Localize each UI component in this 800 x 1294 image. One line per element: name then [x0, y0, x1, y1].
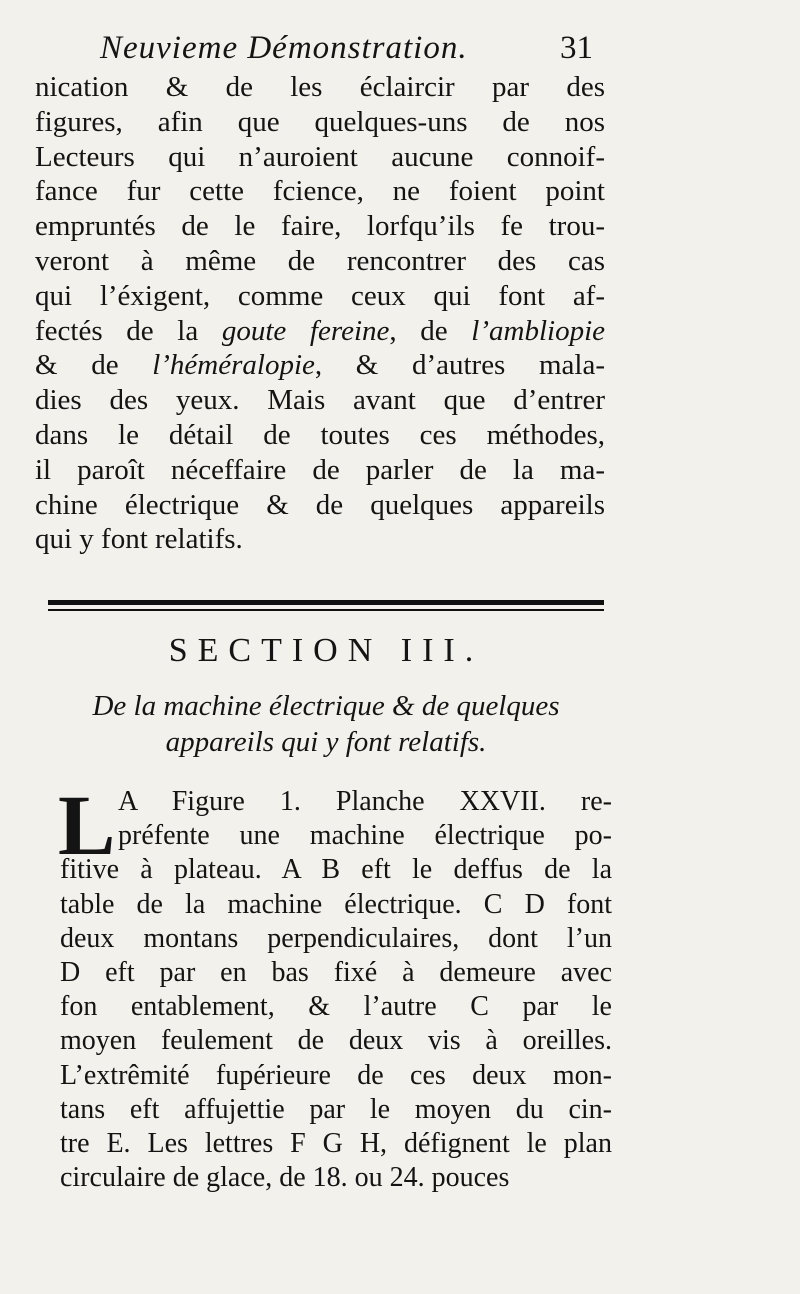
- running-head-title: Neuvieme Démonstration.: [100, 30, 468, 66]
- text-line: D eft par en bas fixé à demeure avec: [60, 956, 612, 988]
- italic-phrase: goute fereine: [221, 314, 390, 347]
- text-line: L’extrêmité fupérieure de ces deux mon-: [60, 1059, 612, 1091]
- text-line: chine électrique & de quelques appareils: [35, 488, 605, 521]
- section-subtitle: [48, 688, 604, 760]
- text-line: qui l’éxigent, comme ceux qui font af-: [35, 279, 605, 312]
- section-rule-top: [48, 600, 604, 605]
- text-line: fon entablement, & l’autre C par le: [60, 991, 612, 1023]
- text-line: figures, afin que quelques-uns de nos: [35, 105, 605, 138]
- section-heading: SECTION III.: [168, 632, 484, 669]
- section-subtitle-line-2: appareils qui y font relatifs.: [165, 726, 487, 758]
- text-line: qui y font relatifs.: [35, 523, 243, 556]
- drop-cap: L: [58, 777, 116, 873]
- text-line: dies des yeux. Mais avant que d’entrer: [35, 384, 605, 417]
- text-line: & de l’héméralopie, & d’autres mala-: [35, 349, 605, 382]
- text-line: moyen feulement de deux vis à oreilles.: [60, 1025, 612, 1057]
- section-subtitle-line-1: De la machine électrique & de quelques: [92, 690, 560, 722]
- text-line: fance fur cette fcience, ne foient point: [35, 175, 605, 208]
- text-line: A Figure 1. Planche XXVII. re-: [118, 786, 612, 817]
- page-number: 31: [560, 30, 593, 66]
- text-line: fitive à plateau. A B eft le deffus de la: [60, 854, 612, 886]
- text-line: table de la machine électrique. C D font: [60, 888, 612, 920]
- text-line: il paroît néceffaire de parler de la ma-: [35, 453, 605, 486]
- running-head: [0, 26, 800, 70]
- text-line: Lecteurs qui n’auroient aucune connoif-: [35, 140, 605, 173]
- text-line: fectés de la goute fereine, de l’ambliopie: [35, 314, 605, 347]
- paragraph-1: [35, 70, 605, 557]
- text-line: empruntés de le faire, lorfqu’ils fe trou-: [35, 210, 605, 243]
- text-line: préfente une machine électrique po-: [118, 820, 612, 852]
- text-line: nication & de les éclaircir par des: [35, 71, 605, 103]
- section-rule-bottom: [48, 609, 604, 611]
- paragraph-2: [60, 785, 612, 1195]
- text-line: veront à même de rencontrer des cas: [35, 244, 605, 277]
- text-line: tans eft affujettie par le moyen du cin-: [60, 1093, 612, 1125]
- text-line: deux montans perpendiculaires, dont l’un: [60, 922, 612, 954]
- italic-phrase: l’héméralopie: [152, 349, 315, 382]
- text-line: circulaire de glace, de 18. ou 24. pouces: [60, 1162, 510, 1194]
- italic-phrase: l’ambliopie: [471, 314, 605, 347]
- text-line: tre E. Les lettres F G H, défignent le plan: [60, 1127, 612, 1159]
- text-line: dans le détail de toutes ces méthodes,: [35, 418, 605, 451]
